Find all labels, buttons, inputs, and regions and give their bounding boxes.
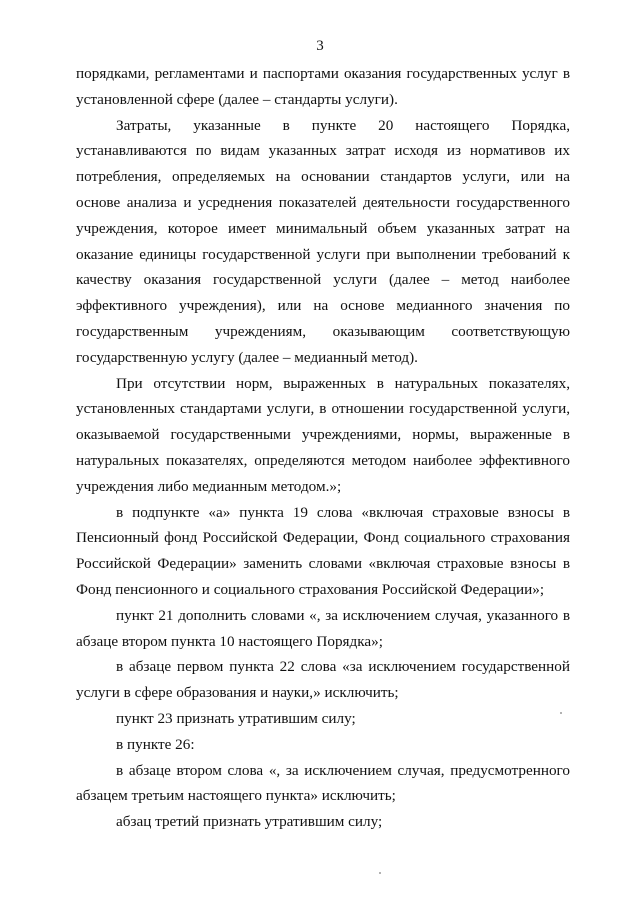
paragraph-amendment-22: в абзаце первом пункта 22 слова «за исключением государственной услуги в сфере образования и науки,» исключить; xyxy=(76,658,570,702)
paragraph-costs-definition: Затраты, указанные в пункте 20 настоящего Порядка, устанавливаются по видам указанных затрат исходя из нормативов их потребления, определяемых на основании стандартов услуги, или на основе анализа и усреднения показателей деятельности государственного учреждения, которое имеет минимальный объем указанных затрат на оказание единицы государственной услуги при выполнении требований к качеству оказания государственной услуги (далее – метод наиболее эффективного учреждения), или на основе медианного значения по государственным учреждениям, оказывающим соответствующую государственную услугу (далее – медианный метод). xyxy=(76,116,570,366)
paragraph-amendment-26-third: абзац третий признать утратившим силу; xyxy=(116,813,383,831)
document-body xyxy=(76,61,570,835)
paragraph-amendment-23: пункт 23 признать утратившим силу; xyxy=(116,709,356,727)
paragraph-continuation: порядками, регламентами и паспортами оказания государственных услуг в установленной сфере (далее – стандарты услуги). xyxy=(76,65,570,108)
paragraph-amendment-21: пункт 21 дополнить словами «, за исключением случая, указанного в абзаце втором пункта 10 настоящего Порядка»; xyxy=(76,606,570,650)
page-number: 3 xyxy=(316,38,324,54)
paragraph-amendment-26-heading: в пункте 26: xyxy=(116,735,195,753)
paragraph-amendment-26-second: в абзаце втором слова «, за исключением случая, предусмотренного абзацем третьим настоящего пункта» исключить; xyxy=(76,761,570,805)
scan-speck xyxy=(379,872,381,874)
scan-speck xyxy=(560,712,562,714)
paragraph-norms-absence: При отсутствии норм, выраженных в натуральных показателях, установленных стандартами услуги, в отношении государственной услуги, оказываемой государственными учреждениями, нормы, выраженные в натуральных показателях, определяются методом наиболее эффективного учреждения либо медианным методом.»; xyxy=(76,374,570,495)
paragraph-amendment-19a: в подпункте «а» пункта 19 слова «включая страховые взносы в Пенсионный фонд Российской Федерации, Фонд социального страхования Российской Федерации» заменить словами «включая страховые взносы в Фонд пенсионного и социального страхования Российской Федерации»; xyxy=(76,503,570,598)
